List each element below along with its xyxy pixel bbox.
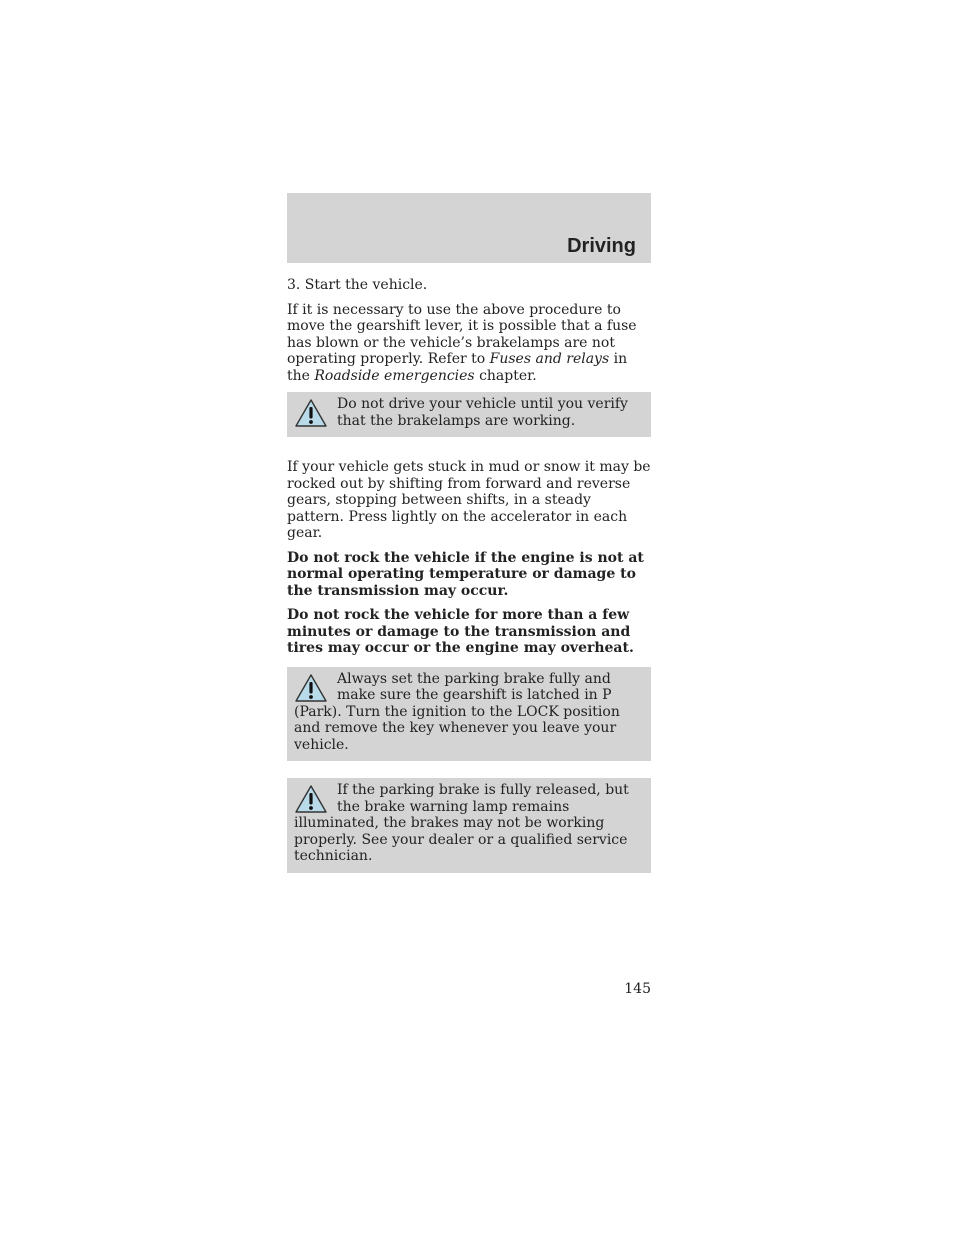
procedure-note-text-b: in the [287, 351, 628, 384]
caution-rocking-duration: Do not rock the vehicle for more than a few minutes or damage to the transmission and tires may occur or the engine may overheat. [287, 607, 634, 656]
warning-box-parking-brake [287, 667, 651, 762]
warning-text-parking-brake: Always set the parking brake fully and make sure the gearshift is latched in P (Park). Turn the ignition to the LOCK position and remove the key whenever you leave your vehicle. [294, 670, 620, 753]
step-3-text: 3. Start the vehicle. [287, 277, 428, 293]
section-header-band [287, 193, 651, 263]
procedure-note-text-a: If it is necessary to use the above procedure to move the gearshift lever, it is possible that a fuse has blown or the vehicle’s brakelamps are not operating properly. Refer to [287, 301, 637, 367]
warning-triangle-icon [294, 398, 328, 428]
procedure-note-paragraph [287, 302, 651, 385]
page-number: 145 [624, 981, 651, 997]
warning-box-brakelamps [287, 392, 651, 437]
warning-text-brakelamps: Do not drive your vehicle until you verify that the brakelamps are working. [337, 396, 628, 429]
fuses-and-relays-ref: Fuses and relays [489, 351, 610, 367]
page-content [287, 277, 651, 873]
roadside-emergencies-ref: Roadside emergencies [314, 367, 475, 384]
stuck-vehicle-paragraph: If your vehicle gets stuck in mud or snow it may be rocked out by shifting from forward and reverse gears, stopping between shifts, in a steady pattern. Press lightly on the accelerator in each gear. [287, 459, 651, 541]
procedure-note-text-c: chapter. [474, 367, 537, 384]
caution-engine-temperature: Do not rock the vehicle if the engine is not at normal operating temperature or damage to the transmission may occur. [287, 549, 644, 599]
warning-text-brake-lamp: If the parking brake is fully released, but the brake warning lamp remains illuminated, the brakes may not be working properly. See your dealer or a qualified service technician. [294, 782, 629, 864]
warning-triangle-icon [294, 784, 328, 814]
section-title: Driving [567, 235, 636, 257]
warning-triangle-icon [294, 673, 328, 703]
warning-box-brake-lamp [287, 778, 651, 873]
